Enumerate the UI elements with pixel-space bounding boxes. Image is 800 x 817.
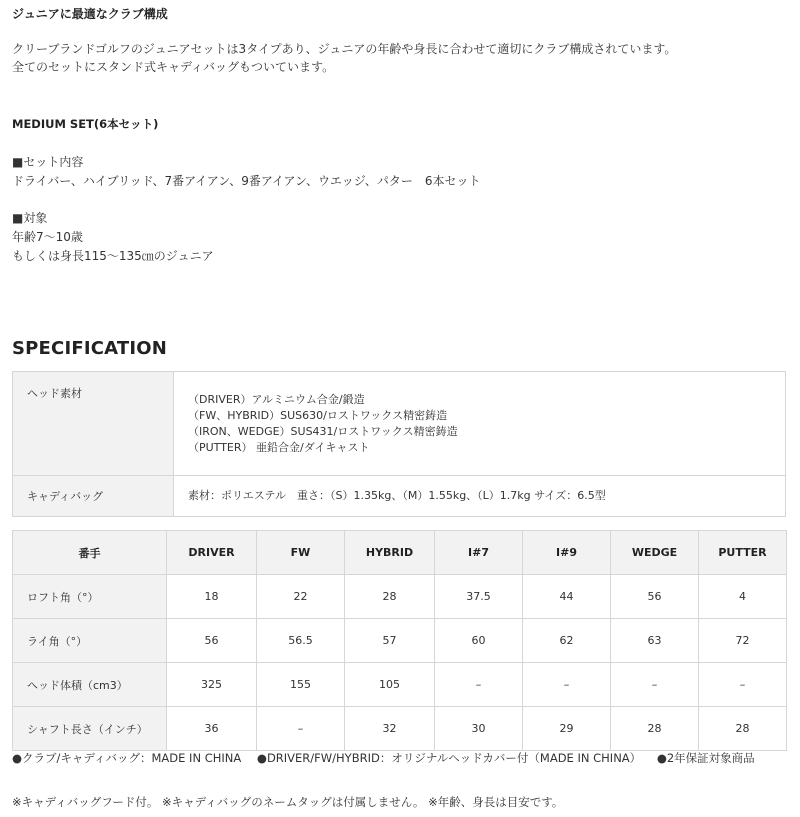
table-row xyxy=(13,663,787,707)
target-label: ■対象 xyxy=(12,211,48,225)
table-cell: – xyxy=(435,663,523,707)
note-warranty: ●2年保証対象商品 xyxy=(656,751,755,765)
table-cell: 37.5 xyxy=(435,575,523,619)
intro-line-2: 全てのセットにスタンド式キャディバッグもついています。 xyxy=(12,60,335,74)
note-headcover: ●DRIVER/FW/HYBRID：オリジナルヘッドカバー付（MADE IN CHINA） xyxy=(256,751,642,765)
table-cell: 62 xyxy=(523,619,611,663)
table-cell: 60 xyxy=(435,619,523,663)
header-cell: HYBRID xyxy=(345,531,435,575)
table-cell: – xyxy=(257,707,345,751)
table-cell: 30 xyxy=(435,707,523,751)
spec-line: （FW、HYBRID）SUS630/ロストワックス精密鋳造 xyxy=(188,408,448,422)
table-cell: 22 xyxy=(257,575,345,619)
table-cell: 105 xyxy=(345,663,435,707)
spec-title: SPECIFICATION xyxy=(12,338,168,359)
header-cell: 番手 xyxy=(13,531,167,575)
intro-line-1: クリーブランドゴルフのジュニアセットは3タイプあり、ジュニアの年齢や身長に合わせて適切にクラブ構成されています。 xyxy=(12,42,677,56)
table-cell: 4 xyxy=(699,575,787,619)
notes xyxy=(12,749,788,767)
spec-label: ヘッド素材 xyxy=(13,372,174,476)
table-cell: 56 xyxy=(167,619,257,663)
table-cell: 44 xyxy=(523,575,611,619)
table-cell: 18 xyxy=(167,575,257,619)
row-label: シャフト長さ（インチ） xyxy=(13,707,167,751)
set-contents xyxy=(12,153,480,191)
header-cell: WEDGE xyxy=(611,531,699,575)
set-title: MEDIUM SET(6本セット) xyxy=(12,117,159,131)
table-cell: 28 xyxy=(699,707,787,751)
spec-line: （DRIVER）アルミニウム合金/鍛造 xyxy=(188,392,365,406)
spec-table xyxy=(12,371,786,517)
spec-value xyxy=(174,476,786,517)
section-heading: ジュニアに最適なクラブ構成 xyxy=(12,7,168,21)
table-cell: 28 xyxy=(345,575,435,619)
table-cell: – xyxy=(523,663,611,707)
table-cell: 36 xyxy=(167,707,257,751)
table-cell: 57 xyxy=(345,619,435,663)
table-cell: 72 xyxy=(699,619,787,663)
spec-line: 素材：ポリエステル 重さ：（S）1.35kg、（M）1.55kg、（L）1.7kg サイズ：6.5型 xyxy=(188,489,606,502)
intro-text xyxy=(12,40,676,76)
footnote: ※キャディバッグフード付。 ※キャディバッグのネームタッグは付属しません。 ※年齢、身長は目安です。 xyxy=(12,795,564,809)
table-cell: 155 xyxy=(257,663,345,707)
table-cell: – xyxy=(611,663,699,707)
spec-row-caddie-bag xyxy=(13,476,786,517)
table-row xyxy=(13,575,787,619)
table-cell: – xyxy=(699,663,787,707)
spec-line: （IRON、WEDGE）SUS431/ロストワックス精密鋳造 xyxy=(188,424,458,438)
spec-label: キャディバッグ xyxy=(13,476,174,517)
table-cell: 325 xyxy=(167,663,257,707)
header-cell: PUTTER xyxy=(699,531,787,575)
club-spec-table xyxy=(12,530,787,751)
club-table-header xyxy=(13,531,787,575)
header-cell: I#7 xyxy=(435,531,523,575)
set-contents-value: ドライバー、ハイブリッド、7番アイアン、9番アイアン、ウエッジ、パター 6本セット xyxy=(12,174,481,188)
target-height: もしくは身長115～135㎝のジュニア xyxy=(12,249,214,263)
set-contents-label: ■セット内容 xyxy=(12,155,84,169)
table-cell: 28 xyxy=(611,707,699,751)
row-label: ヘッド体積（cm3） xyxy=(13,663,167,707)
note-made-in: ●クラブ/キャディバッグ：MADE IN CHINA xyxy=(12,751,242,765)
table-cell: 32 xyxy=(345,707,435,751)
target-age: 年齢7～10歳 xyxy=(12,230,83,244)
header-cell: I#9 xyxy=(523,531,611,575)
row-label: ライ角（°） xyxy=(13,619,167,663)
table-cell: 63 xyxy=(611,619,699,663)
header-cell: DRIVER xyxy=(167,531,257,575)
table-row xyxy=(13,707,787,751)
table-cell: 56.5 xyxy=(257,619,345,663)
table-row xyxy=(13,619,787,663)
spec-line: （PUTTER） 亜鉛合金/ダイキャスト xyxy=(188,440,370,454)
header-cell: FW xyxy=(257,531,345,575)
target-info xyxy=(12,209,214,266)
spec-value xyxy=(174,372,786,476)
table-cell: 56 xyxy=(611,575,699,619)
row-label: ロフト角（°） xyxy=(13,575,167,619)
table-cell: 29 xyxy=(523,707,611,751)
spec-row-head-material xyxy=(13,372,786,476)
